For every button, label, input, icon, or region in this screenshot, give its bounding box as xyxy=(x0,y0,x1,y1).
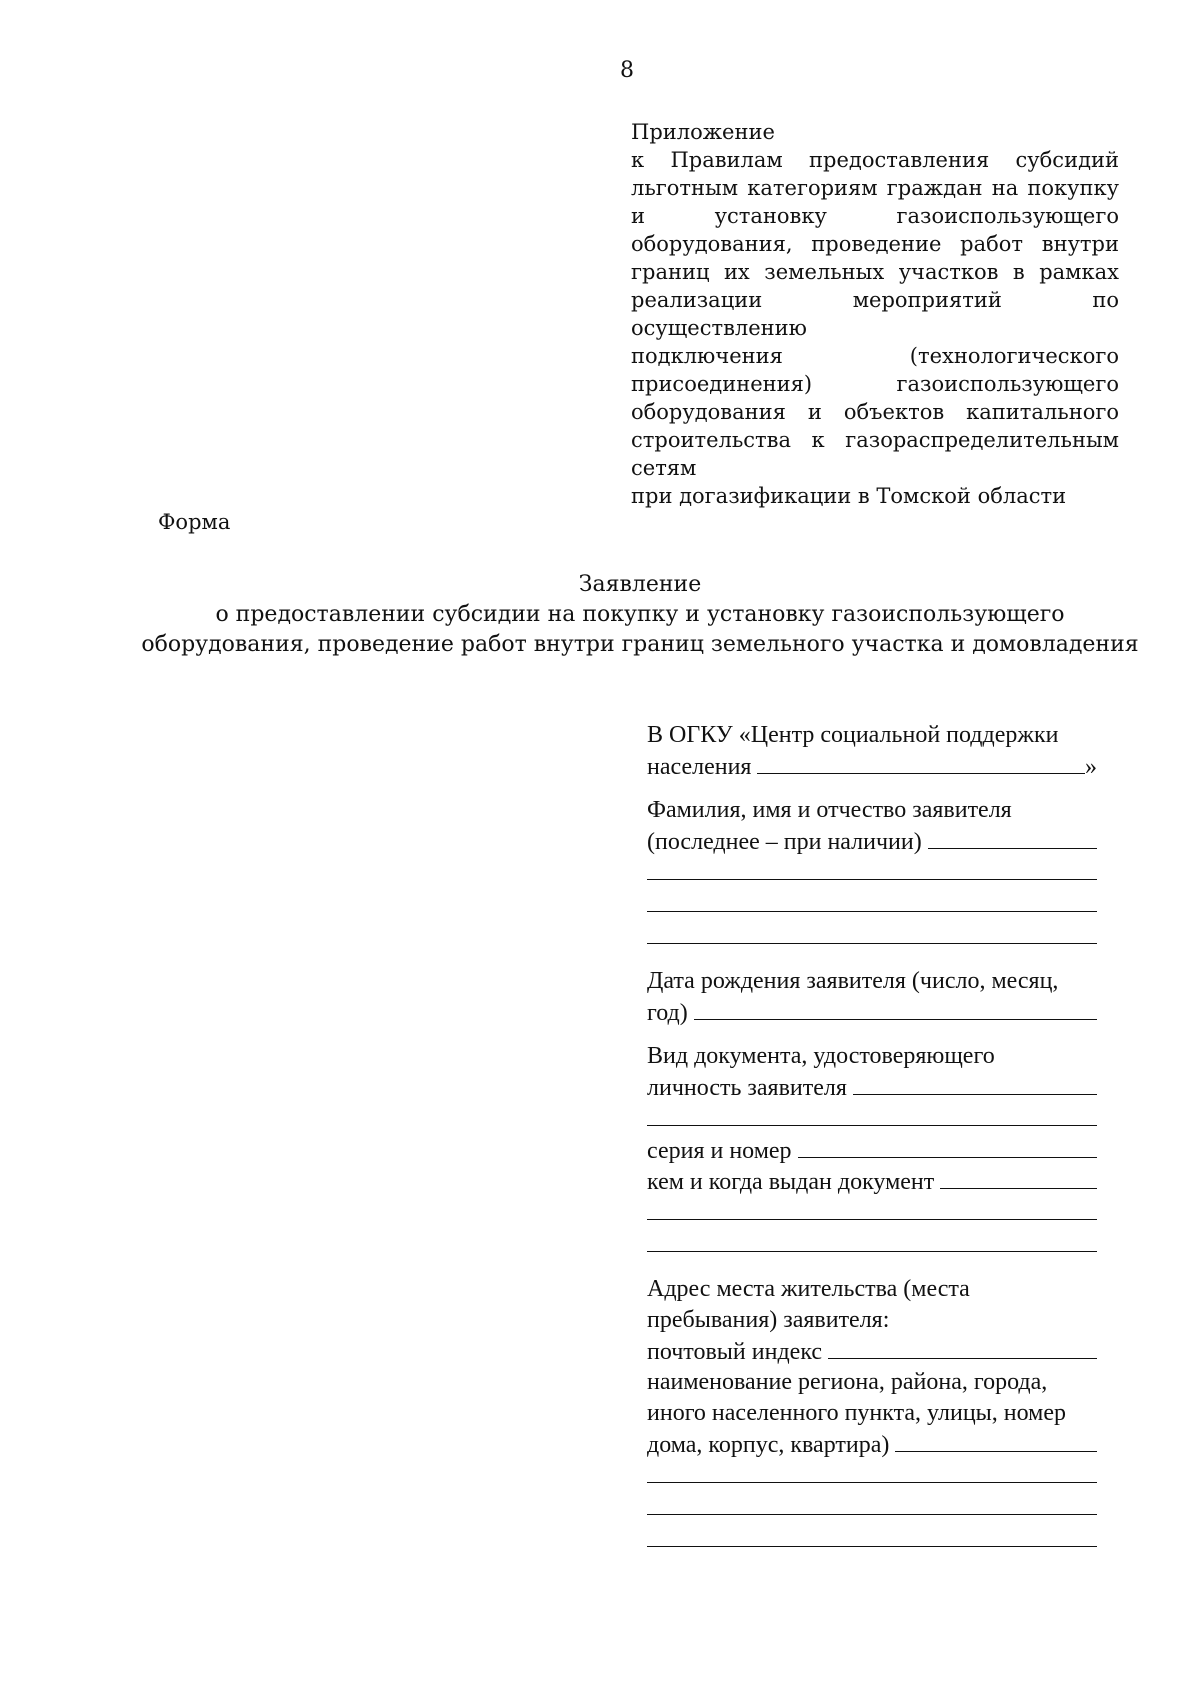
annex-line: подключения (технологического xyxy=(631,344,1119,368)
dob-label-cont: год) xyxy=(647,1000,688,1026)
address-label: Адрес места жительства (места xyxy=(647,1276,970,1302)
postal-label: почтовый индекс xyxy=(647,1339,823,1365)
fio-field-line[interactable] xyxy=(647,857,1097,880)
postal-code-field[interactable] xyxy=(828,1336,1097,1359)
issued-field[interactable] xyxy=(940,1166,1097,1189)
series-number-field[interactable] xyxy=(798,1135,1097,1158)
doc-type-label: Вид документа, удостоверяющего xyxy=(647,1043,995,1069)
address-field[interactable] xyxy=(895,1429,1097,1452)
region-row xyxy=(647,1429,1097,1460)
region-label-end: дома, корпус, квартира) xyxy=(647,1432,890,1458)
series-row xyxy=(647,1135,1097,1166)
dob-row xyxy=(647,997,1097,1028)
addressee-label: населения xyxy=(647,754,752,780)
issued-label: кем и когда выдан документ xyxy=(647,1169,935,1195)
annex-line: строительства к газораспределительным сетям xyxy=(631,428,1119,480)
fio-label: Фамилия, имя и отчество заявителя xyxy=(647,797,1012,823)
doc-type-row xyxy=(647,1072,1097,1103)
annex-line: присоединения) газоиспользующего xyxy=(631,372,1119,396)
issued-row xyxy=(647,1166,1097,1197)
series-label: серия и номер xyxy=(647,1138,792,1164)
doc-type-field[interactable] xyxy=(853,1072,1097,1095)
doc-type-label-cont: личность заявителя xyxy=(647,1075,847,1101)
region-label: наименование региона, района, города, xyxy=(647,1369,1048,1395)
addressee-close-quote: » xyxy=(1085,754,1097,780)
annex-line: при догазификации в Томской области xyxy=(631,484,1067,508)
issued-field-line[interactable] xyxy=(647,1229,1097,1252)
form-label: Форма xyxy=(158,510,231,534)
annex-line: и установку газоиспользующего xyxy=(631,204,1119,228)
applicant-form xyxy=(647,720,1097,1556)
addressee-row xyxy=(647,751,1097,782)
annex-line: реализации мероприятий по осуществлению xyxy=(631,288,1119,340)
dob-field[interactable] xyxy=(694,997,1097,1020)
issued-field-line[interactable] xyxy=(647,1197,1097,1220)
annex-header xyxy=(631,118,1119,510)
fio-label-cont: (последнее – при наличии) xyxy=(647,829,922,855)
postal-row xyxy=(647,1336,1097,1367)
page-number: 8 xyxy=(620,58,634,83)
doc-type-field-line[interactable] xyxy=(647,1103,1097,1126)
fio-field-line[interactable] xyxy=(647,889,1097,912)
title-heading: Заявление xyxy=(578,572,702,597)
region-label-cont: иного населенного пункта, улицы, номер xyxy=(647,1400,1067,1426)
annex-line: оборудования, проведение работ внутри xyxy=(631,232,1119,256)
document-title xyxy=(120,570,1160,660)
fio-field[interactable] xyxy=(928,826,1097,849)
annex-line: Приложение xyxy=(631,120,775,144)
annex-line: к Правилам предоставления субсидий xyxy=(631,148,1119,172)
address-label-cont: пребывания) заявителя: xyxy=(647,1307,890,1333)
fio-row xyxy=(647,826,1097,857)
annex-line: границ их земельных участков в рамках xyxy=(631,260,1119,284)
address-field-line[interactable] xyxy=(647,1492,1097,1515)
address-field-line[interactable] xyxy=(647,1524,1097,1547)
address-field-line[interactable] xyxy=(647,1460,1097,1483)
title-subline: оборудования, проведение работ внутри границ земельного участка и домовладения xyxy=(141,632,1139,657)
dob-label: Дата рождения заявителя (число, месяц, xyxy=(647,968,1059,994)
title-subline: о предоставлении субсидии на покупку и установку газоиспользующего xyxy=(215,602,1065,627)
addressee-line: В ОГКУ «Центр социальной поддержки xyxy=(647,722,1059,748)
center-name-field[interactable] xyxy=(757,751,1085,774)
fio-field-line[interactable] xyxy=(647,921,1097,944)
annex-line: льготным категориям граждан на покупку xyxy=(631,176,1119,200)
annex-line: оборудования и объектов капитального xyxy=(631,400,1119,424)
